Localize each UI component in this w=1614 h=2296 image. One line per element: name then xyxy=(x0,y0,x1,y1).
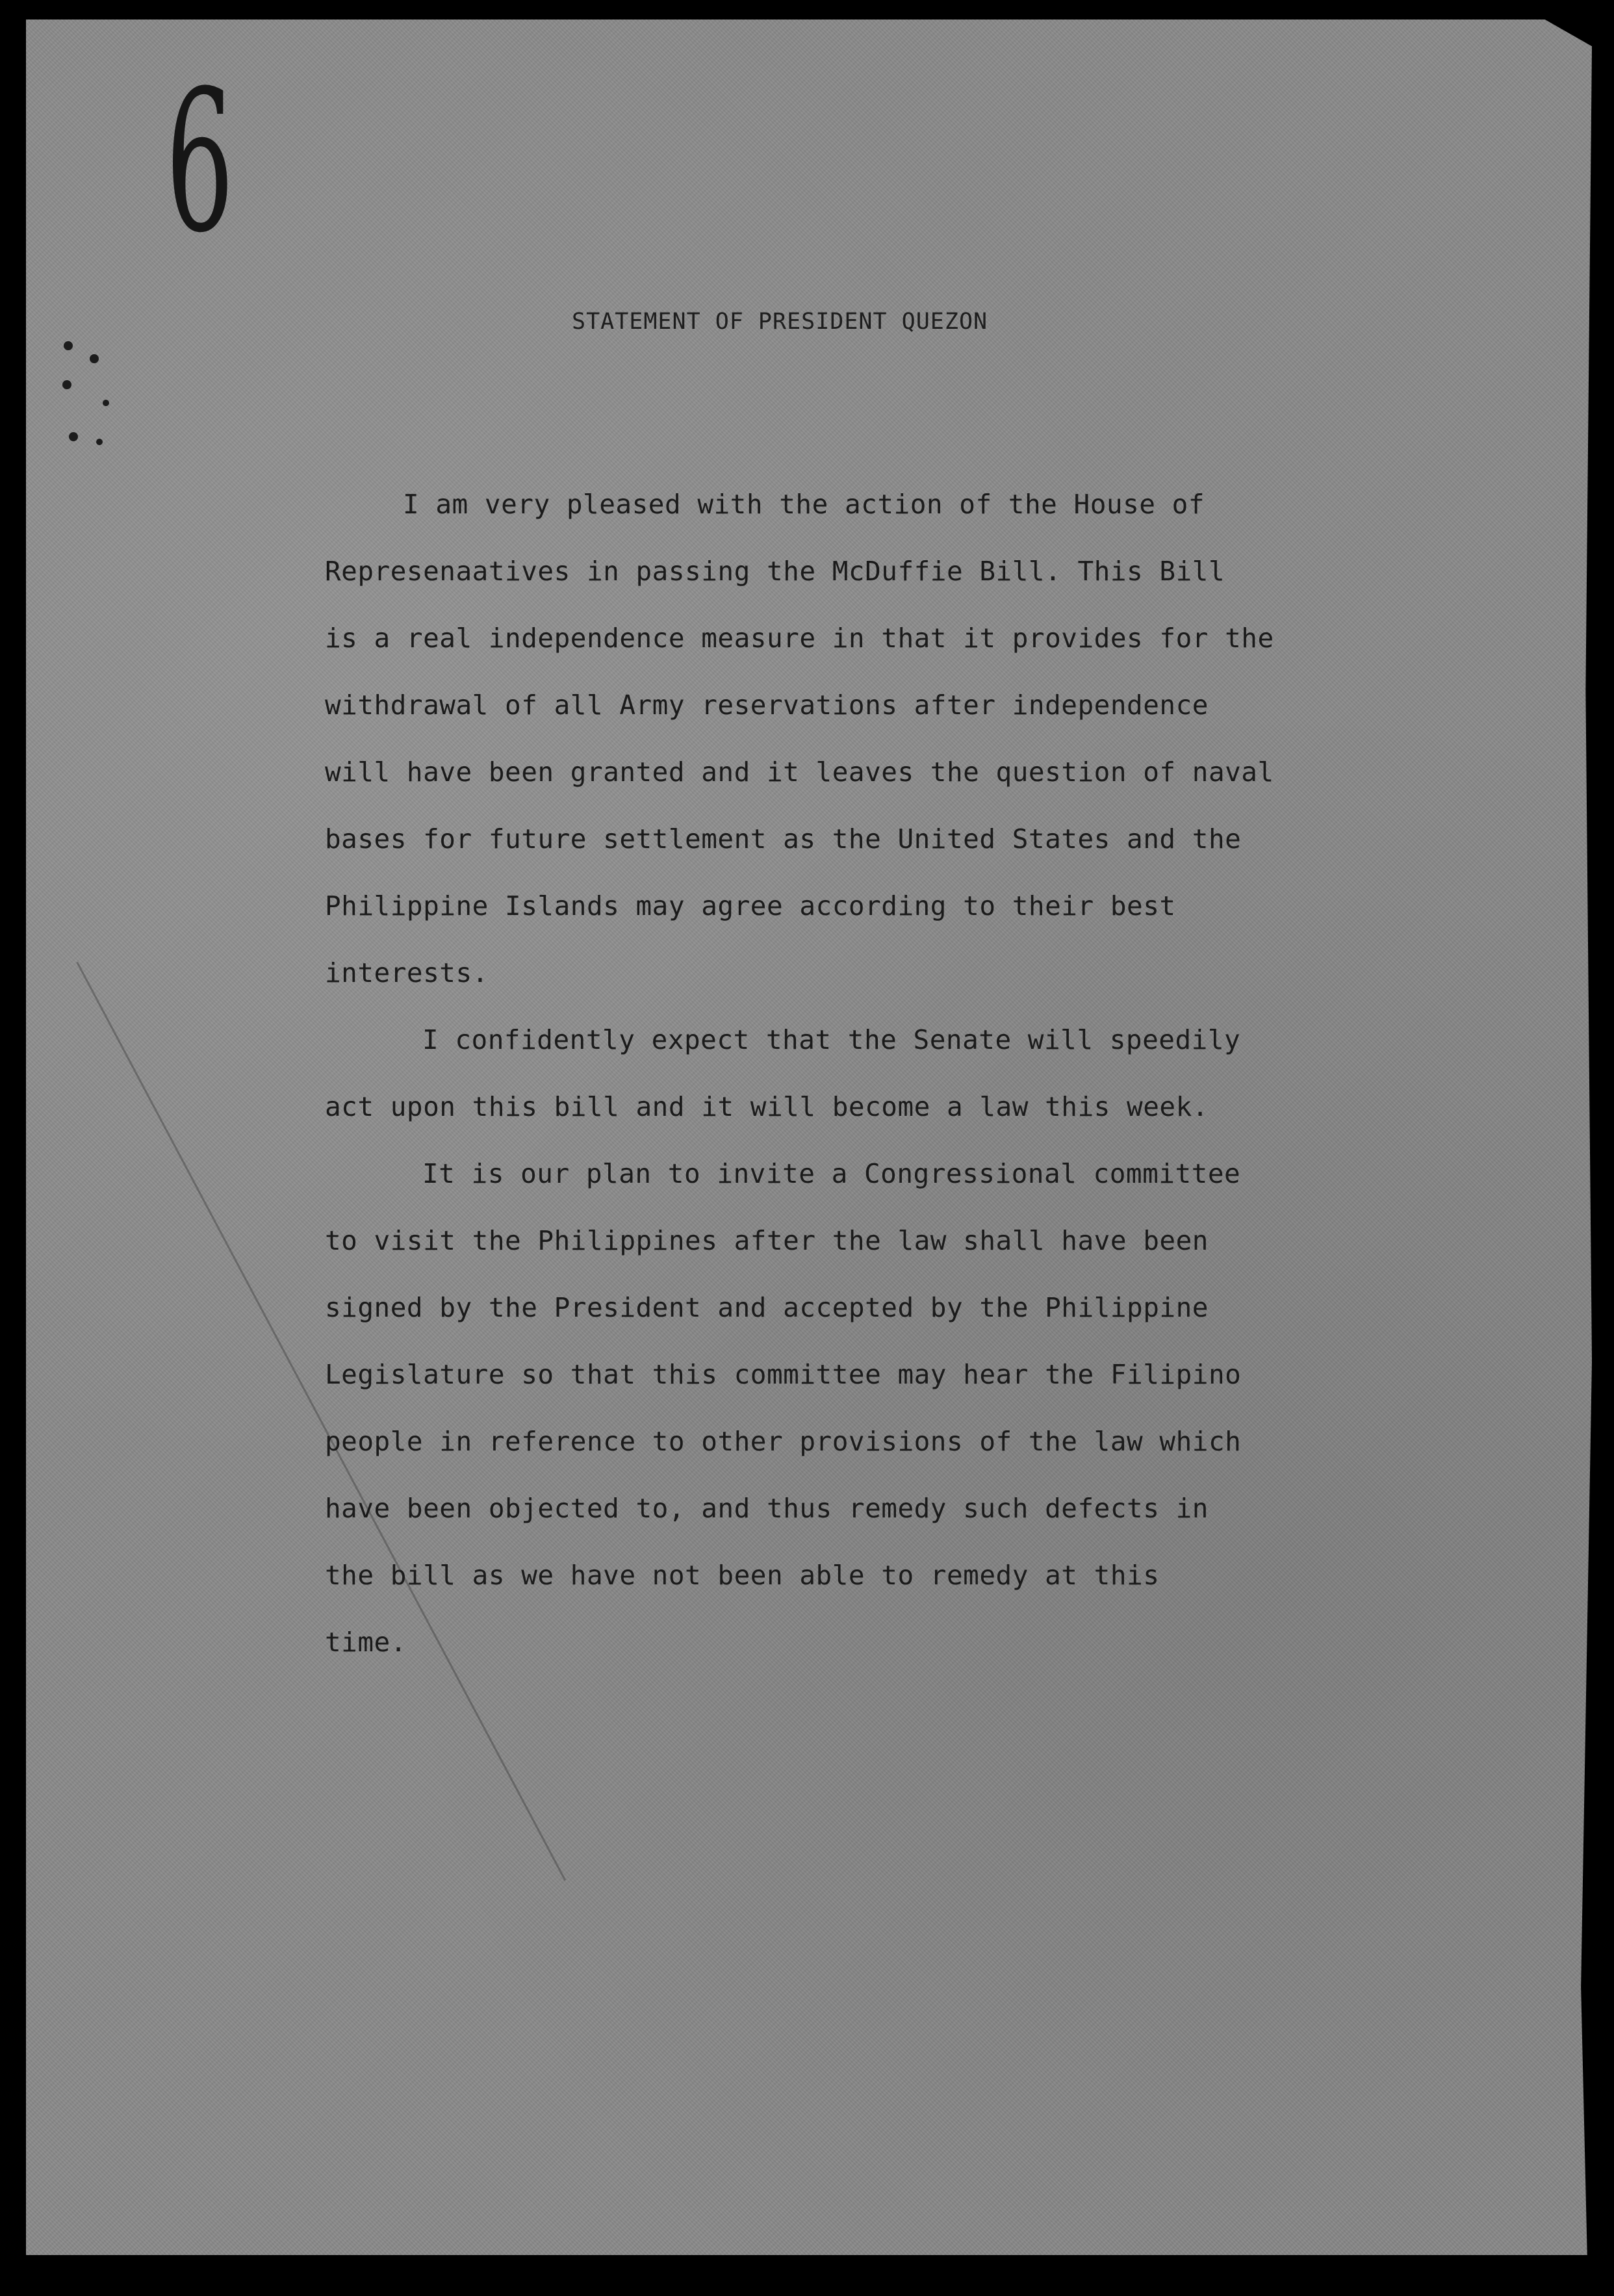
text-line: the bill as we have not been able to remedy at this xyxy=(325,1560,1160,1591)
text-line: time. xyxy=(325,1627,407,1658)
document-title: STATEMENT OF PRESIDENT QUEZON xyxy=(572,309,988,335)
text-line: signed by the President and accepted by the Philippine xyxy=(325,1292,1209,1323)
text-line: withdrawal of all Army reservations after independence xyxy=(325,690,1209,721)
text-line: Represenaatives in passing the McDuffie Bill. This Bill xyxy=(325,556,1225,587)
text-line: will have been granted and it leaves the question of naval xyxy=(325,756,1274,788)
punch-hole-marks xyxy=(57,341,142,458)
text-line: people in reference to other provisions of the law which xyxy=(325,1426,1242,1457)
text-line: is a real independence measure in that it provides for the xyxy=(325,623,1274,654)
statement-body xyxy=(325,471,1488,1676)
text-line: I confidently expect that the Senate will speedily xyxy=(422,1024,1241,1055)
text-line: have been objected to, and thus remedy such defects in xyxy=(325,1493,1209,1524)
handwritten-page-number: 6 xyxy=(166,49,234,276)
text-line: Philippine Islands may agree according to their best xyxy=(325,890,1176,922)
text-line: It is our plan to invite a Congressional committee xyxy=(422,1158,1241,1189)
text-line: interests. xyxy=(325,957,489,988)
text-line: act upon this bill and it will become a law this week. xyxy=(325,1091,1209,1122)
text-line: Legislature so that this committee may hear the Filipino xyxy=(325,1359,1242,1390)
text-line: bases for future settlement as the United States and the xyxy=(325,823,1242,855)
text-line: to visit the Philippines after the law shall have been xyxy=(325,1225,1209,1256)
text-line: I am very pleased with the action of the House of xyxy=(403,489,1205,520)
